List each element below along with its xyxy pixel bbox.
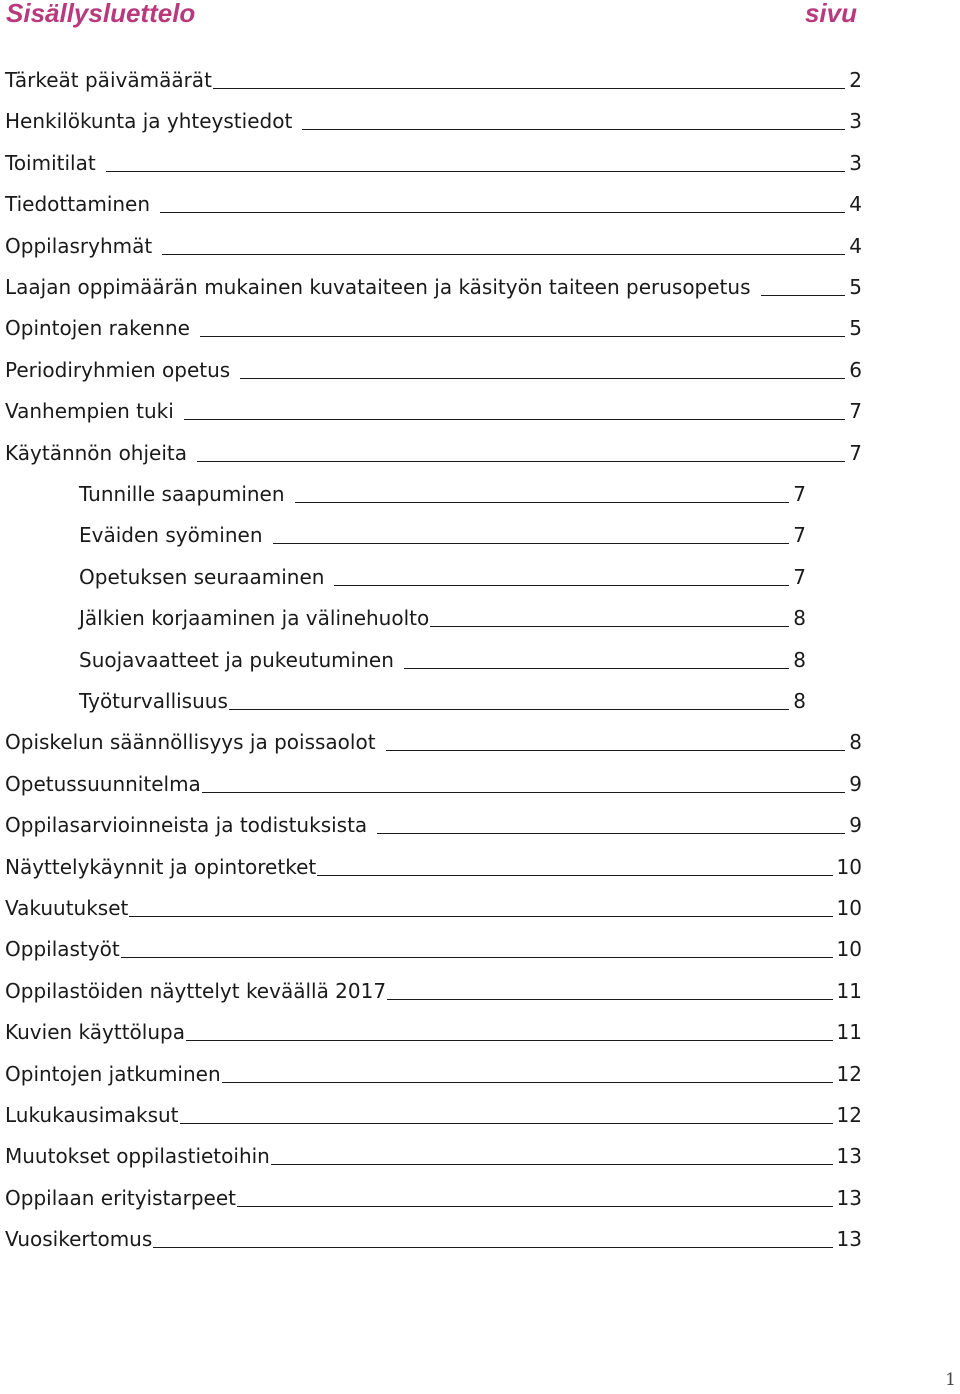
toc-entry-label: Opiskelun säännöllisyys ja poissaolot [5, 730, 376, 755]
toc-entry-page: 9 [849, 813, 862, 838]
toc-entry [0, 476, 806, 506]
toc-header-title: Sisällysluettelo [6, 0, 196, 28]
toc-entry-page: 13 [836, 1227, 862, 1252]
toc-leader-line [761, 295, 846, 296]
toc-entry-label: Henkilökunta ja yhteystiedot [5, 109, 293, 134]
toc-entry [0, 890, 862, 920]
toc-entry [0, 559, 806, 589]
toc-entry-page: 12 [836, 1103, 862, 1127]
toc-entry [0, 683, 806, 713]
toc-entry-label: Toimitilat [5, 150, 96, 175]
toc-entry-label: Näyttelykäynnit ja opintoretket [5, 854, 317, 879]
toc-leader-line [186, 1040, 833, 1041]
toc-entry [0, 724, 862, 754]
toc-entry-label: Oppilastyöt [5, 937, 120, 962]
toc-entry-page: 5 [849, 316, 862, 341]
toc-entry-page: 9 [849, 771, 862, 796]
toc-entry [0, 1097, 862, 1127]
toc-entry-label: Opetuksen seuraaminen [79, 564, 325, 589]
toc-entry-label: Työturvallisuus [79, 689, 228, 713]
toc-entry-label: Laajan oppimäärän mukainen kuvataiteen ja käsityön taiteen perusopetus [5, 275, 751, 299]
toc-entry [0, 1014, 862, 1044]
toc-entry-page: 4 [849, 233, 862, 258]
toc-entry-page: 7 [793, 523, 806, 548]
toc-entry-page: 2 [849, 68, 862, 92]
toc-entry-label: Periodiryhmien opetus [5, 357, 231, 382]
toc-entry-page: 3 [849, 109, 862, 134]
toc-leader-line [197, 461, 845, 462]
toc-entry-label: Vanhempien tuki [5, 399, 174, 424]
toc-entry [0, 145, 862, 175]
toc-leader-line [202, 792, 845, 793]
toc-leader-line [404, 668, 789, 669]
toc-entry-label: Opintojen jatkuminen [5, 1061, 221, 1086]
toc-leader-line [240, 378, 845, 379]
toc-entry [0, 393, 862, 423]
toc-leader-line [121, 957, 833, 958]
toc-leader-line [387, 999, 832, 1000]
toc-entry-label: Tärkeät päivämäärät [5, 68, 212, 92]
toc-leader-line [377, 833, 845, 834]
toc-entry [0, 228, 862, 258]
toc-entry [0, 1138, 862, 1168]
toc-entry-page: 7 [793, 482, 806, 506]
toc-entry [0, 849, 862, 879]
toc-leader-line [153, 1247, 832, 1248]
toc-entry [0, 642, 806, 672]
toc-entry [0, 310, 862, 340]
toc-leader-line [317, 875, 832, 876]
toc-entry-page: 10 [836, 854, 862, 879]
toc-entry [0, 1221, 862, 1251]
toc-entry-page: 3 [849, 150, 862, 175]
toc-entry [0, 186, 862, 216]
toc-entry-page: 7 [793, 564, 806, 589]
toc-entry-page: 7 [849, 399, 862, 424]
toc-entry-page: 13 [836, 1144, 862, 1169]
toc-entry [0, 931, 862, 961]
toc-leader-line [162, 254, 845, 255]
toc-entry [0, 1056, 862, 1086]
page-number: 1 [945, 1370, 956, 1390]
toc-entry-label: Vuosikertomus [5, 1227, 153, 1252]
toc-entry-label: Jälkien korjaaminen ja välinehuolto [79, 606, 430, 631]
toc-entry-label: Eväiden syöminen [79, 523, 263, 548]
toc-leader-line [237, 1206, 833, 1207]
toc-entry-label: Tunnille saapuminen [79, 482, 285, 506]
toc-header-page-label: sivu [804, 0, 857, 28]
toc-entry-label: Lukukausimaksut [5, 1103, 179, 1127]
toc-entry-page: 8 [793, 606, 806, 631]
toc-entry-label: Käytännön ohjeita [5, 440, 188, 465]
toc-leader-line [271, 1164, 833, 1165]
toc-entry [0, 517, 806, 547]
toc-entry [0, 62, 862, 92]
toc-entry-label: Opetussuunnitelma [5, 771, 201, 796]
toc-leader-line [295, 502, 790, 503]
toc-entry [0, 766, 862, 796]
toc-leader-line [200, 336, 845, 337]
toc-leader-line [106, 171, 846, 172]
toc-entry [0, 103, 862, 133]
toc-entry-page: 10 [836, 896, 862, 920]
toc-entry-label: Oppilasarvioinneista ja todistuksista [5, 813, 368, 838]
toc-entry [0, 973, 862, 1003]
toc-entry-page: 5 [849, 275, 862, 299]
toc-leader-line [302, 129, 845, 130]
toc-entry-page: 11 [836, 978, 862, 1003]
toc-leader-line [386, 750, 846, 751]
toc-entry-label: Opintojen rakenne [5, 316, 190, 341]
toc-entry [0, 1180, 862, 1210]
toc-entry-page: 8 [793, 689, 806, 713]
toc-entry-label: Vakuutukset [5, 896, 129, 920]
toc-leader-line [213, 88, 845, 89]
toc-entry-page: 7 [849, 440, 862, 465]
toc-entry-label: Tiedottaminen [5, 192, 151, 217]
toc-entry-label: Muutokset oppilastietoihin [5, 1144, 270, 1169]
toc-entry [0, 435, 862, 465]
toc-leader-line [129, 916, 832, 917]
toc-leader-line [184, 419, 845, 420]
toc-entry-page: 6 [849, 357, 862, 382]
toc-entry [0, 600, 806, 630]
toc-leader-line [180, 1123, 833, 1124]
toc-entry-page: 11 [836, 1020, 862, 1045]
toc-leader-line [273, 543, 790, 544]
toc-leader-line [222, 1082, 833, 1083]
toc-entry-label: Oppilaan erityistarpeet [5, 1185, 236, 1210]
toc-leader-line [334, 585, 789, 586]
toc-entry-page: 10 [836, 937, 862, 962]
toc-entry [0, 352, 862, 382]
toc-entry-page: 8 [793, 647, 806, 672]
toc-entry [0, 807, 862, 837]
toc-leader-line [229, 709, 789, 710]
toc-entry-label: Oppilasryhmät [5, 233, 153, 258]
toc-entry-page: 8 [849, 730, 862, 755]
toc-entry-page: 4 [849, 192, 862, 217]
toc-entry [0, 269, 862, 299]
toc-entry-label: Oppilastöiden näyttelyt keväällä 2017 [5, 978, 387, 1003]
toc-leader-line [160, 212, 845, 213]
toc-entry-label: Kuvien käyttölupa [5, 1020, 185, 1045]
toc-entry-page: 13 [836, 1185, 862, 1210]
toc-entry-label: Suojavaatteet ja pukeutuminen [79, 647, 394, 672]
toc-leader-line [430, 626, 789, 627]
toc-entry-page: 12 [836, 1061, 862, 1086]
